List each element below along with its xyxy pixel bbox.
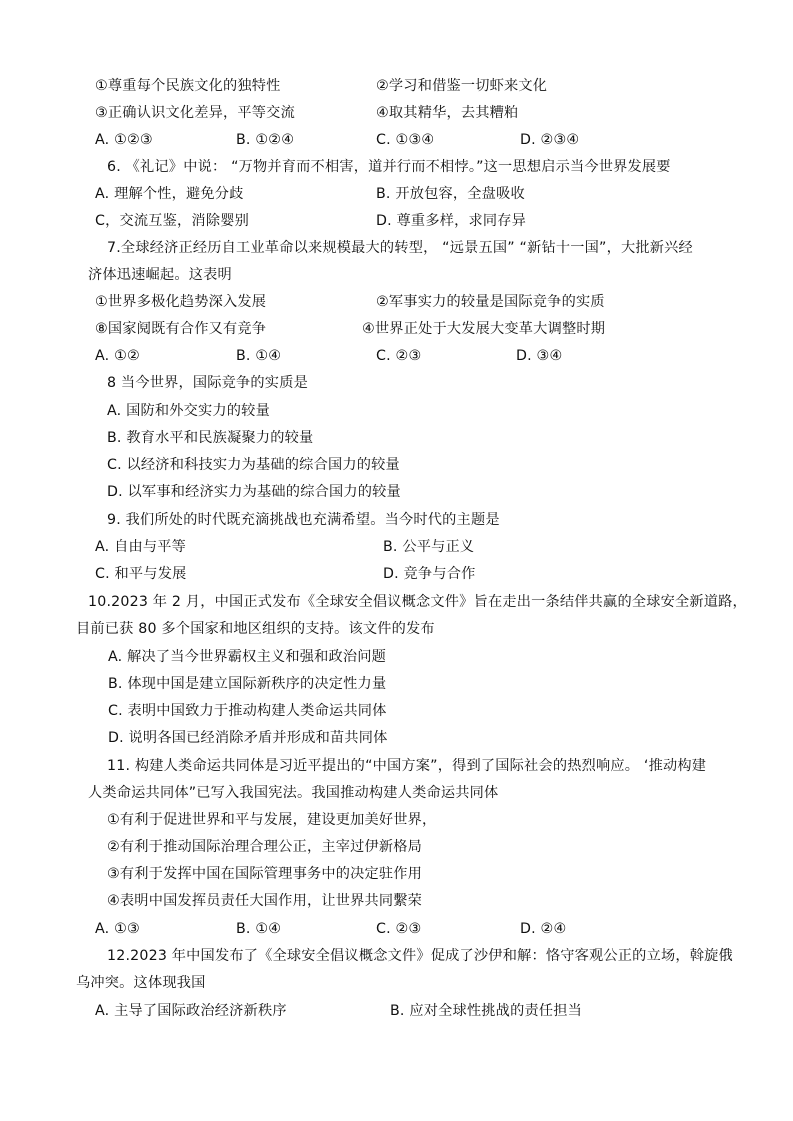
choice-d: D. 说明各国已经消除矛盾并形成和苗共同体 — [108, 730, 388, 746]
choice-b: B. ①②④ — [236, 132, 295, 148]
option-line: ③有利于发挥中国在国际管理事务中的决定驻作用 — [107, 866, 423, 882]
choice-d: D. 尊重多样，求同存异 — [376, 213, 527, 229]
choice-c: C. ①③④ — [376, 132, 435, 148]
option-line: ③正确认识文化差异，平等交流 — [95, 105, 295, 121]
choice-a: A. ①③ — [95, 921, 140, 937]
choice-d: D. 竞争与合作 — [383, 566, 476, 582]
option-line: ①有利于促进世界和平与发展，建设更加美好世界， — [107, 812, 437, 828]
option-line: ①尊重每个民族文化的独特性 — [95, 78, 281, 94]
option-line: ②有利于推动国际治理合理公正，主宰过伊新格局 — [107, 839, 423, 855]
choice-b: B. ①④ — [236, 921, 282, 937]
choice-a: A. 主导了国际政治经济新秩序 — [95, 1003, 287, 1019]
choice-a: A. 国防和外交实力的较量 — [107, 403, 270, 419]
choice-c: C. ②③ — [376, 921, 422, 937]
choice-c: C. 以经济和科技实力为基础的综合国力的较量 — [107, 457, 400, 473]
option-line: ①世界多极化趋势深入发展 — [95, 294, 267, 310]
option-line: ④世界正处于大发展大变革大调整时期 — [362, 321, 606, 337]
option-line: ②军事实力的较量是国际竞争的实质 — [376, 294, 605, 310]
choice-a: A. 解决了当今世界霸权主义和强和政治问题 — [108, 649, 387, 665]
choice-c: C. 表明中国致力于推动构建人类命运共同体 — [108, 703, 387, 719]
question-stem: 7.全球经济正经历自工业革命以来规模最大的转型， “远景五国” “新钻十一国”，大批新兴经 — [107, 240, 693, 256]
question-stem: 9. 我们所处的时代既充滴挑战也充满希望。当今时代的主题是 — [107, 512, 500, 528]
question-stem: 乌冲突。这体现我国 — [76, 975, 206, 991]
option-line: ⑧国家阋既有合作又有竞争 — [95, 321, 267, 337]
choice-d: D. ②③④ — [520, 132, 580, 148]
question-stem: 6. 《礼记》中说： “万物并育而不相害，道并行而不相悖。”这一思想启示当今世界发展要 — [107, 159, 671, 175]
question-stem: 目前已获 80 多个国家和地区组织的支持。该文件的发布 — [76, 621, 435, 637]
choice-a: A. 自由与平等 — [95, 539, 187, 555]
question-stem: 8 当今世界，国际竞争的实质是 — [107, 375, 308, 391]
question-stem: 11. 构建人类命运共同体是习近平提出的“中国方案”，得到了国际社会的热烈响应。 ‘推动构建 — [107, 758, 707, 774]
choice-b: B. 公平与正义 — [383, 539, 475, 555]
option-line: ④表明中国发挥员责任大国作用，让世界共同繫荣 — [107, 893, 423, 909]
choice-b: B. 教育水平和民族凝聚力的较量 — [107, 430, 314, 446]
choice-b: B. 开放包容，全盘吸收 — [376, 186, 525, 202]
option-line: ②学习和借鉴一切虾来文化 — [376, 78, 548, 94]
choice-b: B. 应对全球性挑战的责任担当 — [390, 1003, 583, 1019]
choice-a: A. ①②③ — [95, 132, 153, 148]
question-stem: 10.2023 年 2 月，中国正式发布《全球安全倡议概念文件》旨在走出一条结伴共赢的全球安全新道路， — [88, 594, 747, 610]
question-stem: 人类命运共同体”已写入我国宪法。我国推动构建人类命运共同体 — [88, 785, 499, 801]
choice-c: C. ②③ — [376, 348, 422, 364]
choice-c: C，交流互鉴，消除婴别 — [95, 213, 249, 229]
choice-a: A. 理解个性，避免分歧 — [95, 186, 244, 202]
choice-d: D. ③④ — [516, 348, 563, 364]
question-stem: 济体迅速崛起。这表明 — [88, 267, 232, 283]
choice-d: D. 以军事和经济实力为基础的综合国力的较量 — [107, 484, 401, 500]
option-line: ④取其精华，去其糟粕 — [376, 105, 519, 121]
choice-b: B. 体现中国是建立国际新秩序的决定性力量 — [108, 676, 387, 692]
choice-d: D. ②④ — [520, 921, 567, 937]
choice-a: A. ①② — [95, 348, 140, 364]
choice-c: C. 和平与发展 — [95, 566, 187, 582]
question-stem: 12.2023 年中国发布了《全球安全倡议概念文件》促成了沙伊和解：恪守客观公正的立场，斡旋俄 — [107, 948, 733, 964]
choice-b: B. ①④ — [236, 348, 282, 364]
